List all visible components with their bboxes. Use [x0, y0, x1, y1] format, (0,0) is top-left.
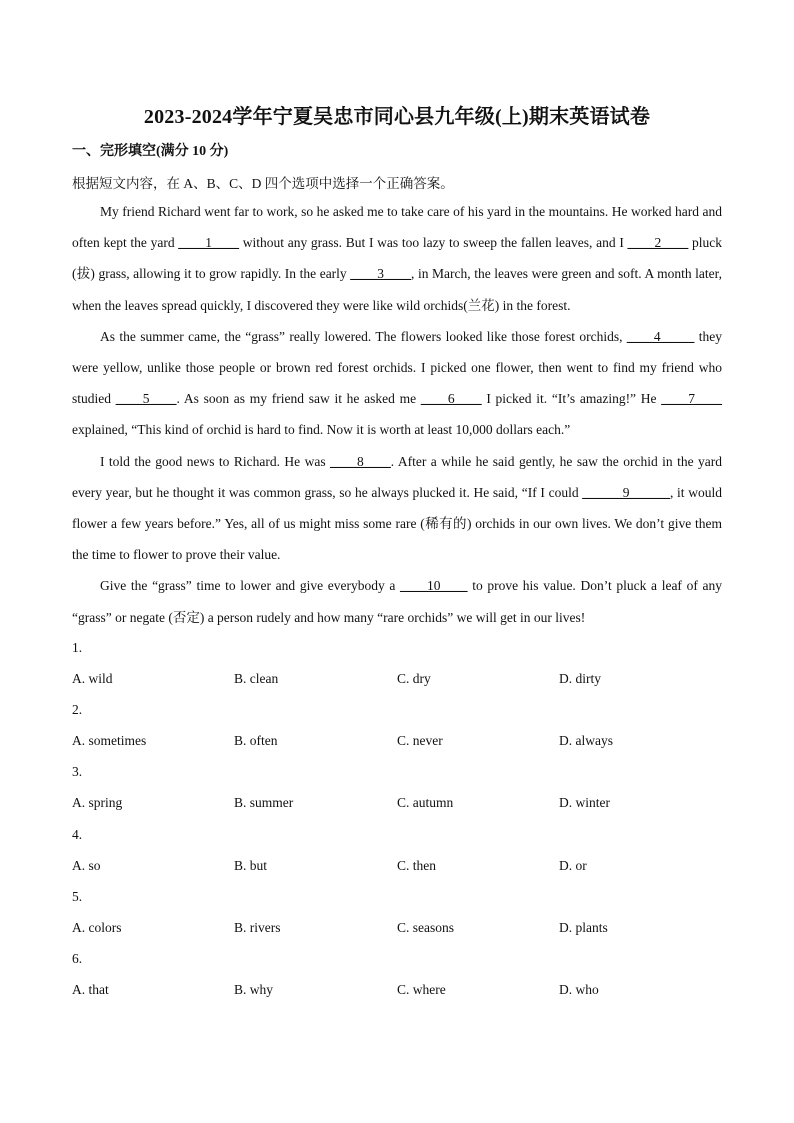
option-d: D. dirty — [559, 671, 601, 686]
option-c: C. never — [397, 733, 443, 748]
passage-text: to prove his value. Don’t pluck a leaf of any “grass” or negate (否定) a person rudely and how many “rare orchids” we will get in our lives! — [72, 578, 722, 625]
option-d: D. or — [559, 858, 587, 873]
paragraph-3 — [72, 446, 722, 571]
passage-text: without any grass. But I was too lazy to sweep the fallen leaves, and I — [239, 235, 628, 251]
blank-7: ____7____ — [661, 391, 722, 407]
option-a: A. sometimes — [72, 733, 147, 748]
blank-5: ____5____ — [115, 391, 177, 407]
question-3 — [72, 764, 722, 826]
passage-text: explained, “This kind of orchid is hard to find. Now it is worth at least 10,000 dollars each.” — [72, 422, 571, 438]
option-c: C. where — [397, 982, 446, 997]
question-2 — [72, 702, 722, 764]
option-b: B. often — [234, 733, 278, 748]
page-title: 2023-2024学年宁夏吴忠市同心县九年级(上)期末英语试卷 — [143, 106, 651, 128]
passage-text: . After a while he said gently, he saw the orchid in the yard every year, but he thought it was common grass, so he always plucked it. He said, “If I could — [72, 453, 722, 500]
question-number: 6. — [72, 951, 83, 966]
section-heading: 一、完形填空(满分 10 分) — [72, 144, 229, 159]
option-b: B. rivers — [234, 920, 281, 935]
option-c: C. seasons — [397, 920, 454, 935]
question-1 — [72, 640, 722, 702]
blank-9: ______9______ — [582, 484, 670, 500]
instructions: 根据短文内容，在 A、B、C、D 四个选项中选择一个正确答案。 — [72, 176, 454, 191]
blank-8: ____8____ — [330, 453, 391, 469]
option-a: A. that — [72, 982, 109, 997]
passage-text: . As soon as my friend saw it he asked me — [176, 391, 421, 407]
option-d: D. winter — [559, 795, 610, 810]
option-d: D. always — [559, 733, 613, 748]
option-d: D. plants — [559, 920, 608, 935]
passage-text: , in March, the leaves were green and soft. A month later, when the leaves spread quickly, I discovered they were like wild orchids(兰花) in the forest. — [72, 266, 722, 313]
paragraph-2 — [72, 321, 722, 446]
option-a: A. so — [72, 858, 101, 873]
option-c: C. then — [397, 858, 436, 873]
option-c: C. dry — [397, 671, 431, 686]
blank-4: ____4_____ — [626, 328, 695, 344]
question-number: 3. — [72, 764, 83, 779]
question-number: 1. — [72, 640, 83, 655]
option-b: B. why — [234, 982, 274, 997]
passage-text: My friend Richard went far to work, so he asked me to take care of his yard in the mountains. He worked hard and often kept the yard — [72, 204, 722, 251]
passage-text: As the summer came, the “grass” really lowered. The flowers looked like those forest orchids, — [100, 328, 627, 344]
blank-6: ____6____ — [420, 391, 482, 407]
passage-text: they were yellow, unlike those people or brown red forest orchids. I picked one flower, then went to find my friend who studied — [72, 328, 722, 407]
question-number: 2. — [72, 702, 83, 717]
question-6 — [72, 951, 722, 1013]
question-number: 5. — [72, 889, 83, 904]
blank-10: ____10____ — [400, 578, 468, 594]
question-5 — [72, 889, 722, 951]
passage-text: , it would flower a few years before.” Yes, all of us might miss some rare (稀有的) orchids in our own lives. We don’t give them the time to flower to prove their value. — [72, 484, 722, 563]
passage — [72, 196, 722, 633]
passage-text: pluck (拔) grass, allowing it to grow rapidly. In the early — [72, 235, 722, 282]
option-d: D. who — [559, 982, 599, 997]
passage-text: I told the good news to Richard. He was — [100, 453, 331, 469]
passage-text: I picked it. “It’s amazing!” He — [481, 391, 662, 407]
option-b: B. clean — [234, 671, 279, 686]
option-a: A. colors — [72, 920, 122, 935]
paragraph-4 — [72, 570, 722, 632]
option-b: B. but — [234, 858, 268, 873]
paragraph-1 — [72, 196, 722, 321]
blank-1: ____1____ — [178, 235, 240, 251]
option-c: C. autumn — [397, 795, 454, 810]
blank-3: ____3____ — [350, 266, 412, 282]
blank-2: ____2____ — [627, 235, 689, 251]
question-number: 4. — [72, 827, 83, 842]
passage-text: Give the “grass” time to lower and give everybody a — [100, 578, 401, 594]
option-a: A. wild — [72, 671, 113, 686]
question-4 — [72, 827, 722, 889]
option-b: B. summer — [234, 795, 294, 810]
option-a: A. spring — [72, 795, 123, 810]
